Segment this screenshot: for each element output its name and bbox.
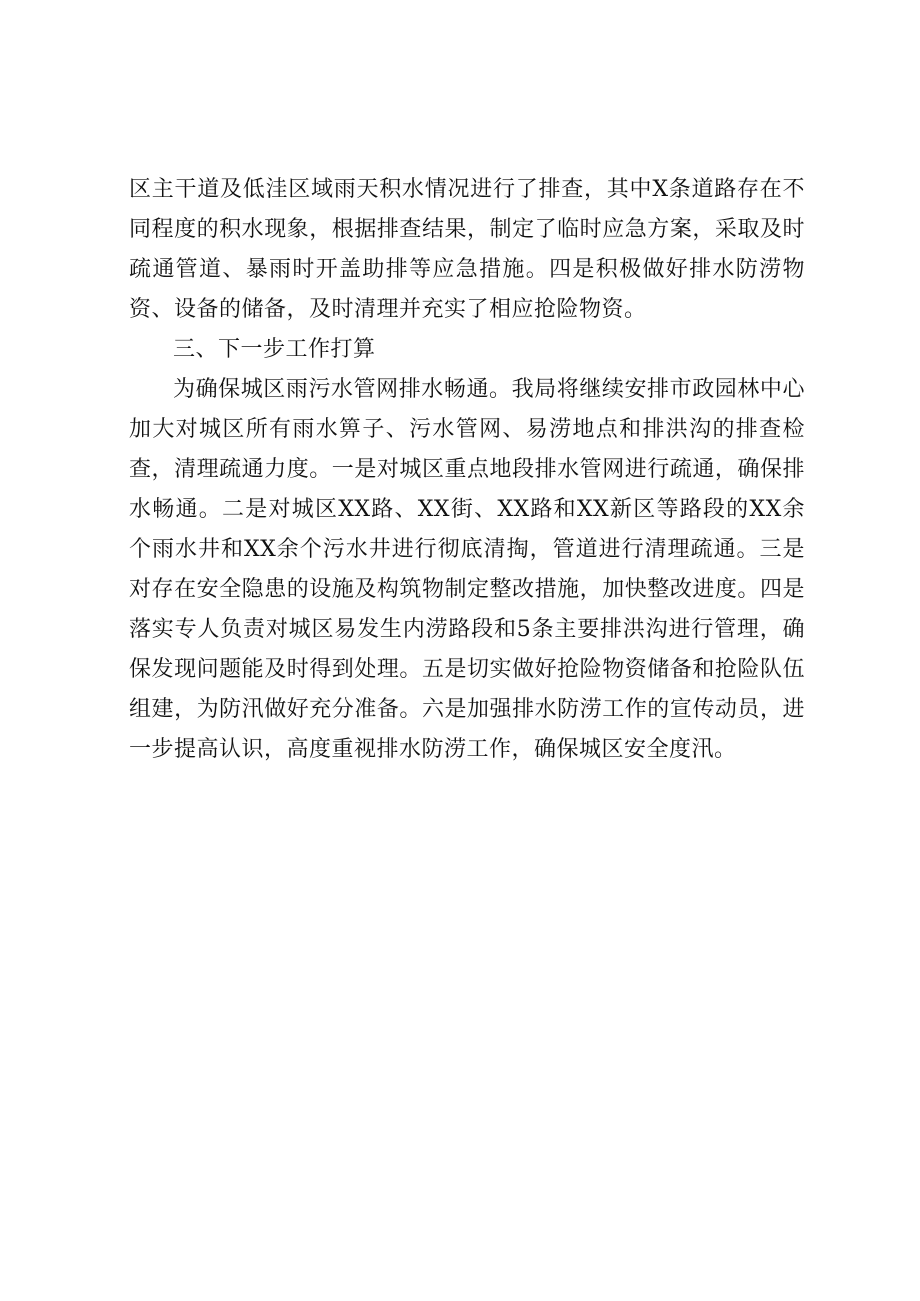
section-heading: 三、下一步工作打算 [173,337,376,362]
section-paragraph: 为确保城区雨污水管网排水畅通。我局将继续安排市政园林中心加大对城区所有雨水箅子、污水管网、易涝地点和排洪沟的排查检查，清理疏通力度。一是对城区重点地段排水管网进行疏通，确保排水畅通。二是对城区XX路、XX街、XX路和XX新区等路段的XX余个雨水井和XX余个污水井进行彻底清掏，管道进行清理疏通。三是对存在安全隐患的设施及构筑物制定整改措施，加快整改进度。四是落实专人负责对城区易发生内涝路段和5条主要排洪沟进行管理，确保发现问题能及时得到处理。五是切实做好抢险物资储备和抢险队伍组建，为防汛做好充分准备。六是加强排水防涝工作的宣传动员，进一步提高认识，高度重视排水防涝工作，确保城区安全度汛。 [129,377,805,762]
document-body [129,170,805,770]
continued-paragraph: 区主干道及低洼区域雨天积水情况进行了排查，其中X条道路存在不同程度的积水现象，根据排查结果，制定了临时应急方案，采取及时疏通管道、暴雨时开盖助排等应急措施。四是积极做好排水防涝物资、设备的储备，及时清理并充实了相应抢险物资。 [129,177,805,322]
